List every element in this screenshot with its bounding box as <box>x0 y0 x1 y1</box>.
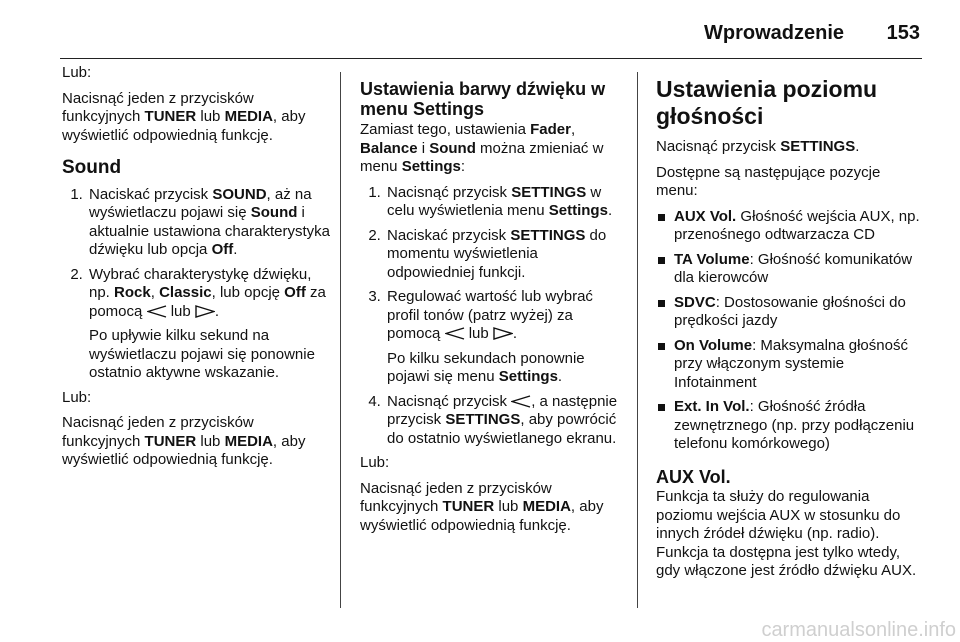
page-header <box>60 18 922 59</box>
bullet-icon <box>658 300 665 307</box>
paragraph: Lub: <box>62 388 92 406</box>
paragraph: Nacisnąć przycisk SETTINGS. <box>656 138 860 155</box>
paragraph: Nacisnąć jeden z przycisków funkcyjnych TUNER lub MEDIA, aby wyświetlić odpowiednią funkcję. <box>62 414 306 468</box>
triangle-left-icon <box>147 305 167 318</box>
bullet-icon <box>658 214 665 221</box>
list-item: SDVC: Dostosowanie głośności do prędkości jazdy <box>656 294 926 331</box>
list-item: 2. Wybrać charakterystykę dźwięku, np. Rock, Classic, lub opcję Off za pomocą lub . Po upływie kilku sekund na wyświetlaczu pojawi się ponownie ostatnio aktywne wskazanie. <box>87 266 330 383</box>
list-item: Ext. In Vol.: Głośność źródła zewnętrznego (np. przy podłączeniu telefonu komórkowego) <box>656 398 926 454</box>
section-heading: Ustawienia poziomu głośności <box>656 76 878 129</box>
list-item: 3. Regulować wartość lub wybrać profil tonów (patrz wyżej) za pomocą lub . Po kilku sekundach ponownie pojawi się menu Settings. <box>385 288 626 387</box>
note: Po upływie kilku sekund na wyświetlaczu pojawi się ponownie ostatnio aktywne wskazanie. <box>89 327 315 381</box>
list-item: 1. Naciskać przycisk SOUND, aż na wyświetlaczu pojawi się Sound i aktualnie ustawiona charakterystyka dźwięku lub opcja Off. <box>87 186 330 260</box>
paragraph: Lub: <box>62 64 92 81</box>
triangle-left-icon <box>445 327 465 340</box>
section-heading: Ustawienia barwy dźwięku w menu Settings <box>360 79 606 119</box>
column-1 <box>62 64 330 477</box>
page-number: 153 <box>886 22 920 44</box>
triangle-left-icon <box>511 395 531 408</box>
step-list <box>62 186 330 383</box>
note: Po kilku sekundach ponownie pojawi się menu Settings. <box>387 349 585 385</box>
paragraph: Funkcja ta służy do regulowania poziomu wejścia AUX w stosunku do innych źródeł dźwięku (np. radio). Funkcja ta dostępna jest tylko wtedy, gdy włączone jest źródło dźwięku AUX. <box>656 488 917 579</box>
list-item: AUX Vol. Głośność wejścia AUX, np. przenośnego odtwarzacza CD <box>656 208 926 245</box>
column-divider <box>340 72 341 608</box>
bullet-icon <box>658 343 665 350</box>
list-item: On Volume: Maksymalna głośność przy włączonym systemie Infotainment <box>656 337 926 393</box>
column-3 <box>656 64 926 588</box>
column-divider <box>637 72 638 608</box>
paragraph: Lub: <box>360 454 390 471</box>
list-item: 1. Nacisnąć przycisk SETTINGS w celu wyświetlenia menu Settings. <box>385 184 626 221</box>
list-item: 4. Nacisnąć przycisk , a następnie przycisk SETTINGS, aby powrócić do ostatnio wyświetlanego ekranu. <box>385 393 626 449</box>
step-list <box>360 184 626 449</box>
bullet-icon <box>658 257 665 264</box>
list-item: 2. Naciskać przycisk SETTINGS do momentu wyświetlenia odpowiedniej funkcji. <box>385 227 626 283</box>
paragraph: Nacisnąć jeden z przycisków funkcyjnych TUNER lub MEDIA, aby wyświetlić odpowiednią funkcję. <box>62 89 306 144</box>
bullet-list <box>656 208 926 454</box>
triangle-right-icon <box>195 305 215 318</box>
list-item: TA Volume: Głośność komunikatów dla kierowców <box>656 251 926 288</box>
subsection-heading: AUX Vol. <box>656 466 731 487</box>
column-2 <box>360 64 626 542</box>
bullet-icon <box>658 404 665 411</box>
paragraph: Zamiast tego, ustawienia Fader, Balance i Sound można zmieniać w menu Settings: <box>360 121 604 175</box>
watermark: carmanualsonline.info <box>761 619 956 641</box>
paragraph: Nacisnąć jeden z przycisków funkcyjnych TUNER lub MEDIA, aby wyświetlić odpowiednią funkcję. <box>360 479 604 534</box>
triangle-right-icon <box>493 327 513 340</box>
chapter-title: Wprowadzenie <box>703 22 844 44</box>
section-heading: Sound <box>62 157 122 178</box>
paragraph: Dostępne są następujące pozycje menu: <box>656 163 881 199</box>
